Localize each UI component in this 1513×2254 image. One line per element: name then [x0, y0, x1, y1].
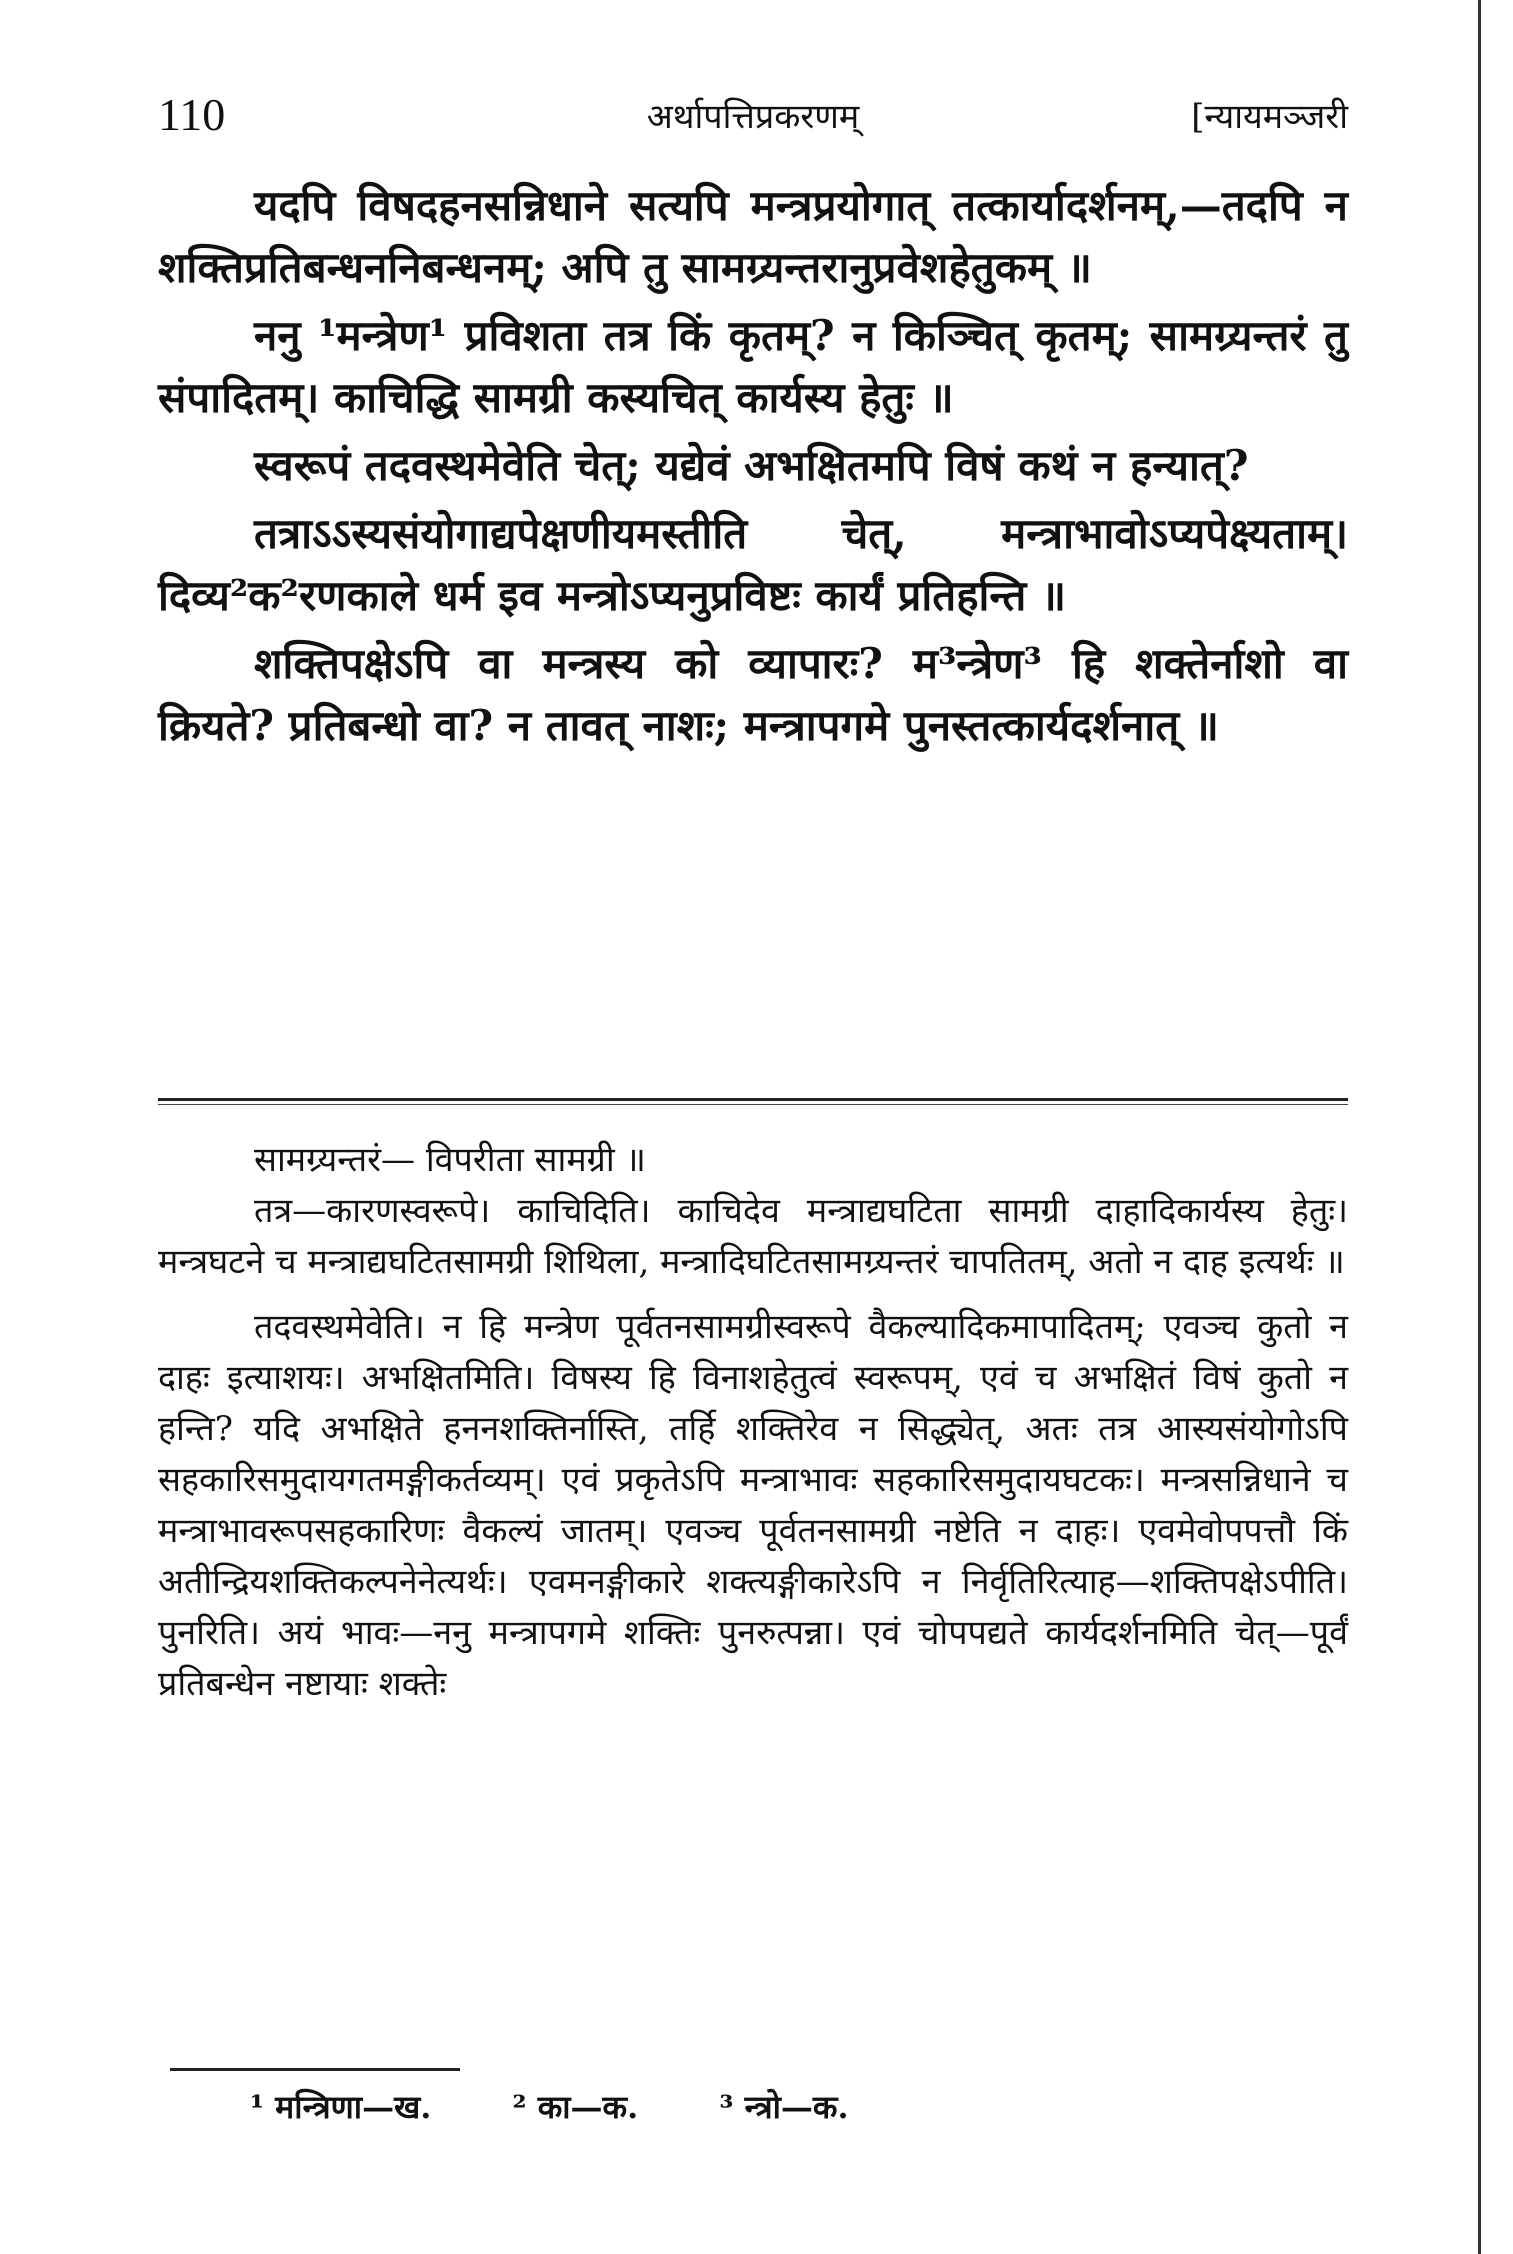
main-paragraph: स्वरूपं तदवस्थमेवेति चेत्; यद्येवं अभक्षितमपि विषं कथं न हन्यात्?: [254, 441, 1249, 490]
book-title: [न्यायमञ्जरी: [1191, 97, 1348, 137]
main-paragraph: शक्तिपक्षेऽपि वा मन्त्रस्य को व्यापारः? म³न्त्रेण³ हि शक्तेर्नाशो वा क्रियते? प्रतिबन्धो वा? न तावत् नाशः; मन्त्रापगमे पुनस्तत्कार्यदर्शनात् ॥: [158, 639, 1348, 750]
footnote: ² का—क.: [512, 2088, 639, 2126]
binding-edge-line: [1478, 0, 1481, 2254]
footnotes: [250, 2085, 1150, 2128]
commentary-paragraph: सामग्र्यन्तरं— विपरीता सामग्री ॥: [254, 1140, 646, 1180]
footnote-rule: [170, 2068, 460, 2071]
commentary-paragraph: तदवस्थमेवेति। न हि मन्त्रेण पूर्वतनसामग्रीस्वरूपे वैकल्यादिकमापादितम्; एवञ्च कुतो न दाहः इत्याशयः। अभक्षितमिति। विषस्य हि विनाशहेतुत्वं स्वरूपम्, एवं च अभक्षितं विषं कुतो न हन्ति? यदि अभक्षिते हननशक्तिर्नास्ति, तर्हि शक्तिरेव न सिद्ध्येत्, अतः तत्र आस्यसंयोगोऽपि सहकारिसमुदायगतमङ्गीकर्तव्यम्। एवं प्रकृतेऽपि मन्त्राभावः सहकारिसमुदायघटकः। मन्त्रसन्निधाने च मन्त्राभावरूपसहकारिणः वैकल्यं जातम्। एवञ्च पूर्वतनसामग्री नष्टेति न दाहः। एवमेवोपपत्तौ किं अतीन्द्रियशक्तिकल्पनेनेत्यर्थः। एवमनङ्गीकारे शक्त्यङ्गीकारेऽपि न निर्वृतिरित्याह—शक्तिपक्षेऽपीति। पुनरिति। अयं भावः—ननु मन्त्रापगमे शक्तिः पुनरुत्पन्ना। एवं चोपपद्यते कार्यदर्शनमिति चेत्—पूर्वं प्रतिबन्धेन नष्टायाः शक्तेः: [158, 1307, 1348, 1704]
main-paragraph: तत्राऽऽस्यसंयोगाद्यपेक्षणीयमस्तीति चेत्, मन्त्राभावोऽप्यपेक्ष्यताम्। दिव्य²क²रणकाले धर्म इव मन्त्रोऽप्यनुप्रविष्टः कार्यं प्रतिहन्ति ॥: [158, 509, 1348, 620]
main-text: [158, 175, 1348, 763]
footnote: ³ न्त्रो—क.: [719, 2088, 849, 2126]
section-title: अर्थापत्तिप्रकरणम्: [646, 97, 860, 137]
section-divider: [158, 1098, 1348, 1101]
footnote: ¹ मन्त्रिणा—ख.: [250, 2088, 432, 2126]
page-number: 110: [158, 89, 226, 140]
main-paragraph: ननु ¹मन्त्रेण¹ प्रविशता तत्र किं कृतम्? न किञ्चित् कृतम्; सामग्र्यन्तरं तु संपादितम्। काचिद्धि सामग्री कस्यचित् कार्यस्य हेतुः ॥: [158, 311, 1348, 422]
section-divider-thin: [158, 1104, 1348, 1105]
main-paragraph: यदपि विषदहनसन्निधाने सत्यपि मन्त्रप्रयोगात् तत्कार्यादर्शनम्,—तदपि न शक्तिप्रतिबन्धननिबन्धनम्; अपि तु सामग्र्यन्तरानुप्रवेशहेतुकम् ॥: [158, 181, 1348, 292]
running-header: [158, 82, 1348, 152]
commentary-paragraph: तत्र—कारणस्वरूपे। काचिदिति। काचिदेव मन्त्राद्यघटिता सामग्री दाहादिकार्यस्य हेतुः। मन्त्रघटने च मन्त्राद्यघटितसामग्री शिथिला, मन्त्रादिघटितसामग्र्यन्तरं चापतितम्, अतो न दाह इत्यर्थः ॥: [158, 1191, 1348, 1282]
commentary: [158, 1135, 1348, 1710]
